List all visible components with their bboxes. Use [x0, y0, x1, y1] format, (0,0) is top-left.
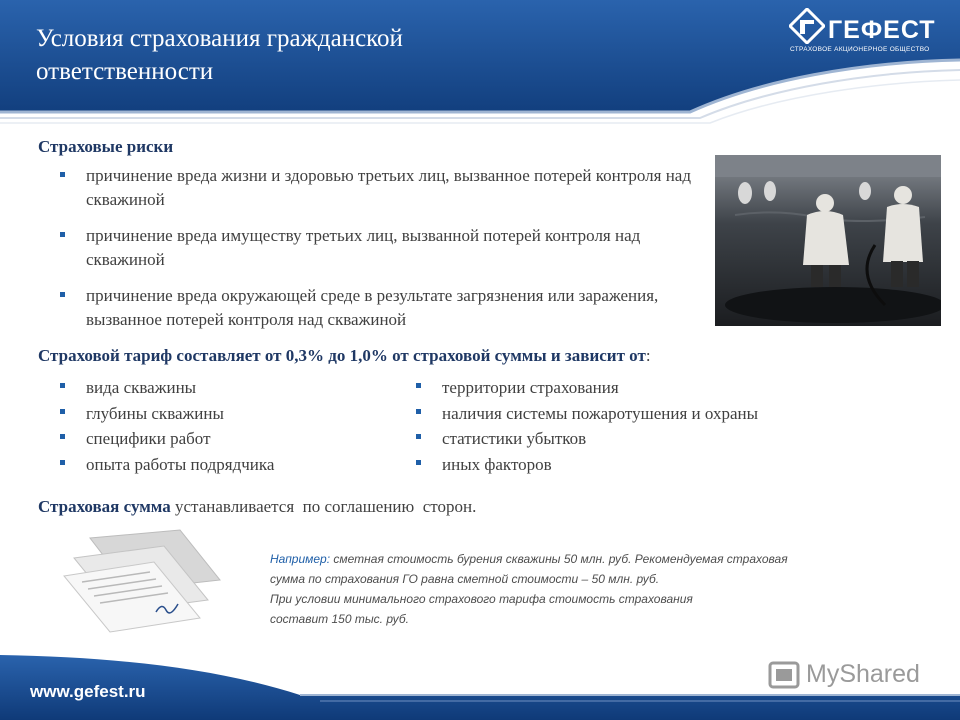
risks-heading: Страховые риски [38, 137, 174, 156]
list-item: глубины скважины [58, 401, 398, 427]
bullet-icon [60, 409, 65, 414]
insured-sum-statement [38, 497, 476, 517]
bullet-icon [416, 434, 421, 439]
bullet-icon [60, 383, 65, 388]
example-note [270, 549, 920, 629]
bullet-icon [60, 434, 65, 439]
tariff-factors-left [58, 375, 398, 477]
tariff-colon: : [645, 346, 651, 365]
list-item: причинение вреда жизни и здоровью третьих лиц, вызванное потерей контроля над скважиной [58, 164, 698, 212]
list-item: опыта работы подрядчика [58, 452, 398, 478]
bullet-icon [60, 232, 65, 237]
logo-tagline: СТРАХОВОЕ АКЦИОНЕРНОЕ ОБЩЕСТВО [790, 46, 930, 53]
list-item: вида скважины [58, 375, 398, 401]
example-line3: При условии минимального страхового тарифа стоимость страхования [270, 592, 693, 606]
page-title [36, 22, 556, 88]
oil-spill-cleanup-photo [715, 155, 941, 326]
example-line2: сумма по страхования ГО равна сметной стоимости – 50 млн. руб. [270, 572, 660, 586]
bullet-icon [416, 460, 421, 465]
example-lead: Например: [270, 552, 331, 566]
logo-name: ГЕФЕСТ [828, 16, 936, 44]
list-item: иных факторов [414, 452, 914, 478]
bullet-icon [60, 460, 65, 465]
tariff-factors-right [414, 375, 914, 477]
tariff-statement [38, 346, 938, 366]
bullet-icon [416, 409, 421, 414]
bullet-icon [60, 172, 65, 177]
list-item: статистики убытков [414, 426, 914, 452]
insured-sum-rest: устанавливается по соглашению сторон. [170, 497, 477, 516]
bullet-icon [60, 292, 65, 297]
list-item: наличия системы пожаротушения и охраны [414, 401, 914, 427]
list-item: причинение вреда имуществу третьих лиц, вызванной потерей контроля над скважиной [58, 224, 698, 272]
documents-illustration [60, 528, 230, 640]
list-item: специфики работ [58, 426, 398, 452]
example-line4: составит 150 тыс. руб. [270, 612, 409, 626]
list-item: территории страхования [414, 375, 914, 401]
list-item: причинение вреда окружающей среде в результате загрязнения или заражения, вызванное потерей контроля над скважиной [58, 284, 698, 332]
myshared-watermark-text: MyShared [806, 660, 920, 688]
example-line1: сметная стоимость бурения скважины 50 млн. руб. Рекомендуемая страховая [330, 552, 788, 566]
gefest-logo-icon [789, 8, 825, 44]
tariff-text: Страховой тариф составляет от 0,3% до 1,0% от страховой суммы и зависит от [38, 346, 646, 365]
bullet-icon [416, 383, 421, 388]
insured-sum-bold: Страховая сумма [38, 497, 171, 516]
page-title-line2: ответственности [36, 58, 214, 85]
page-title-line1: Условия страхования гражданской [36, 25, 403, 52]
website-link[interactable]: www.gefest.ru [30, 682, 146, 701]
risks-list [58, 164, 698, 344]
